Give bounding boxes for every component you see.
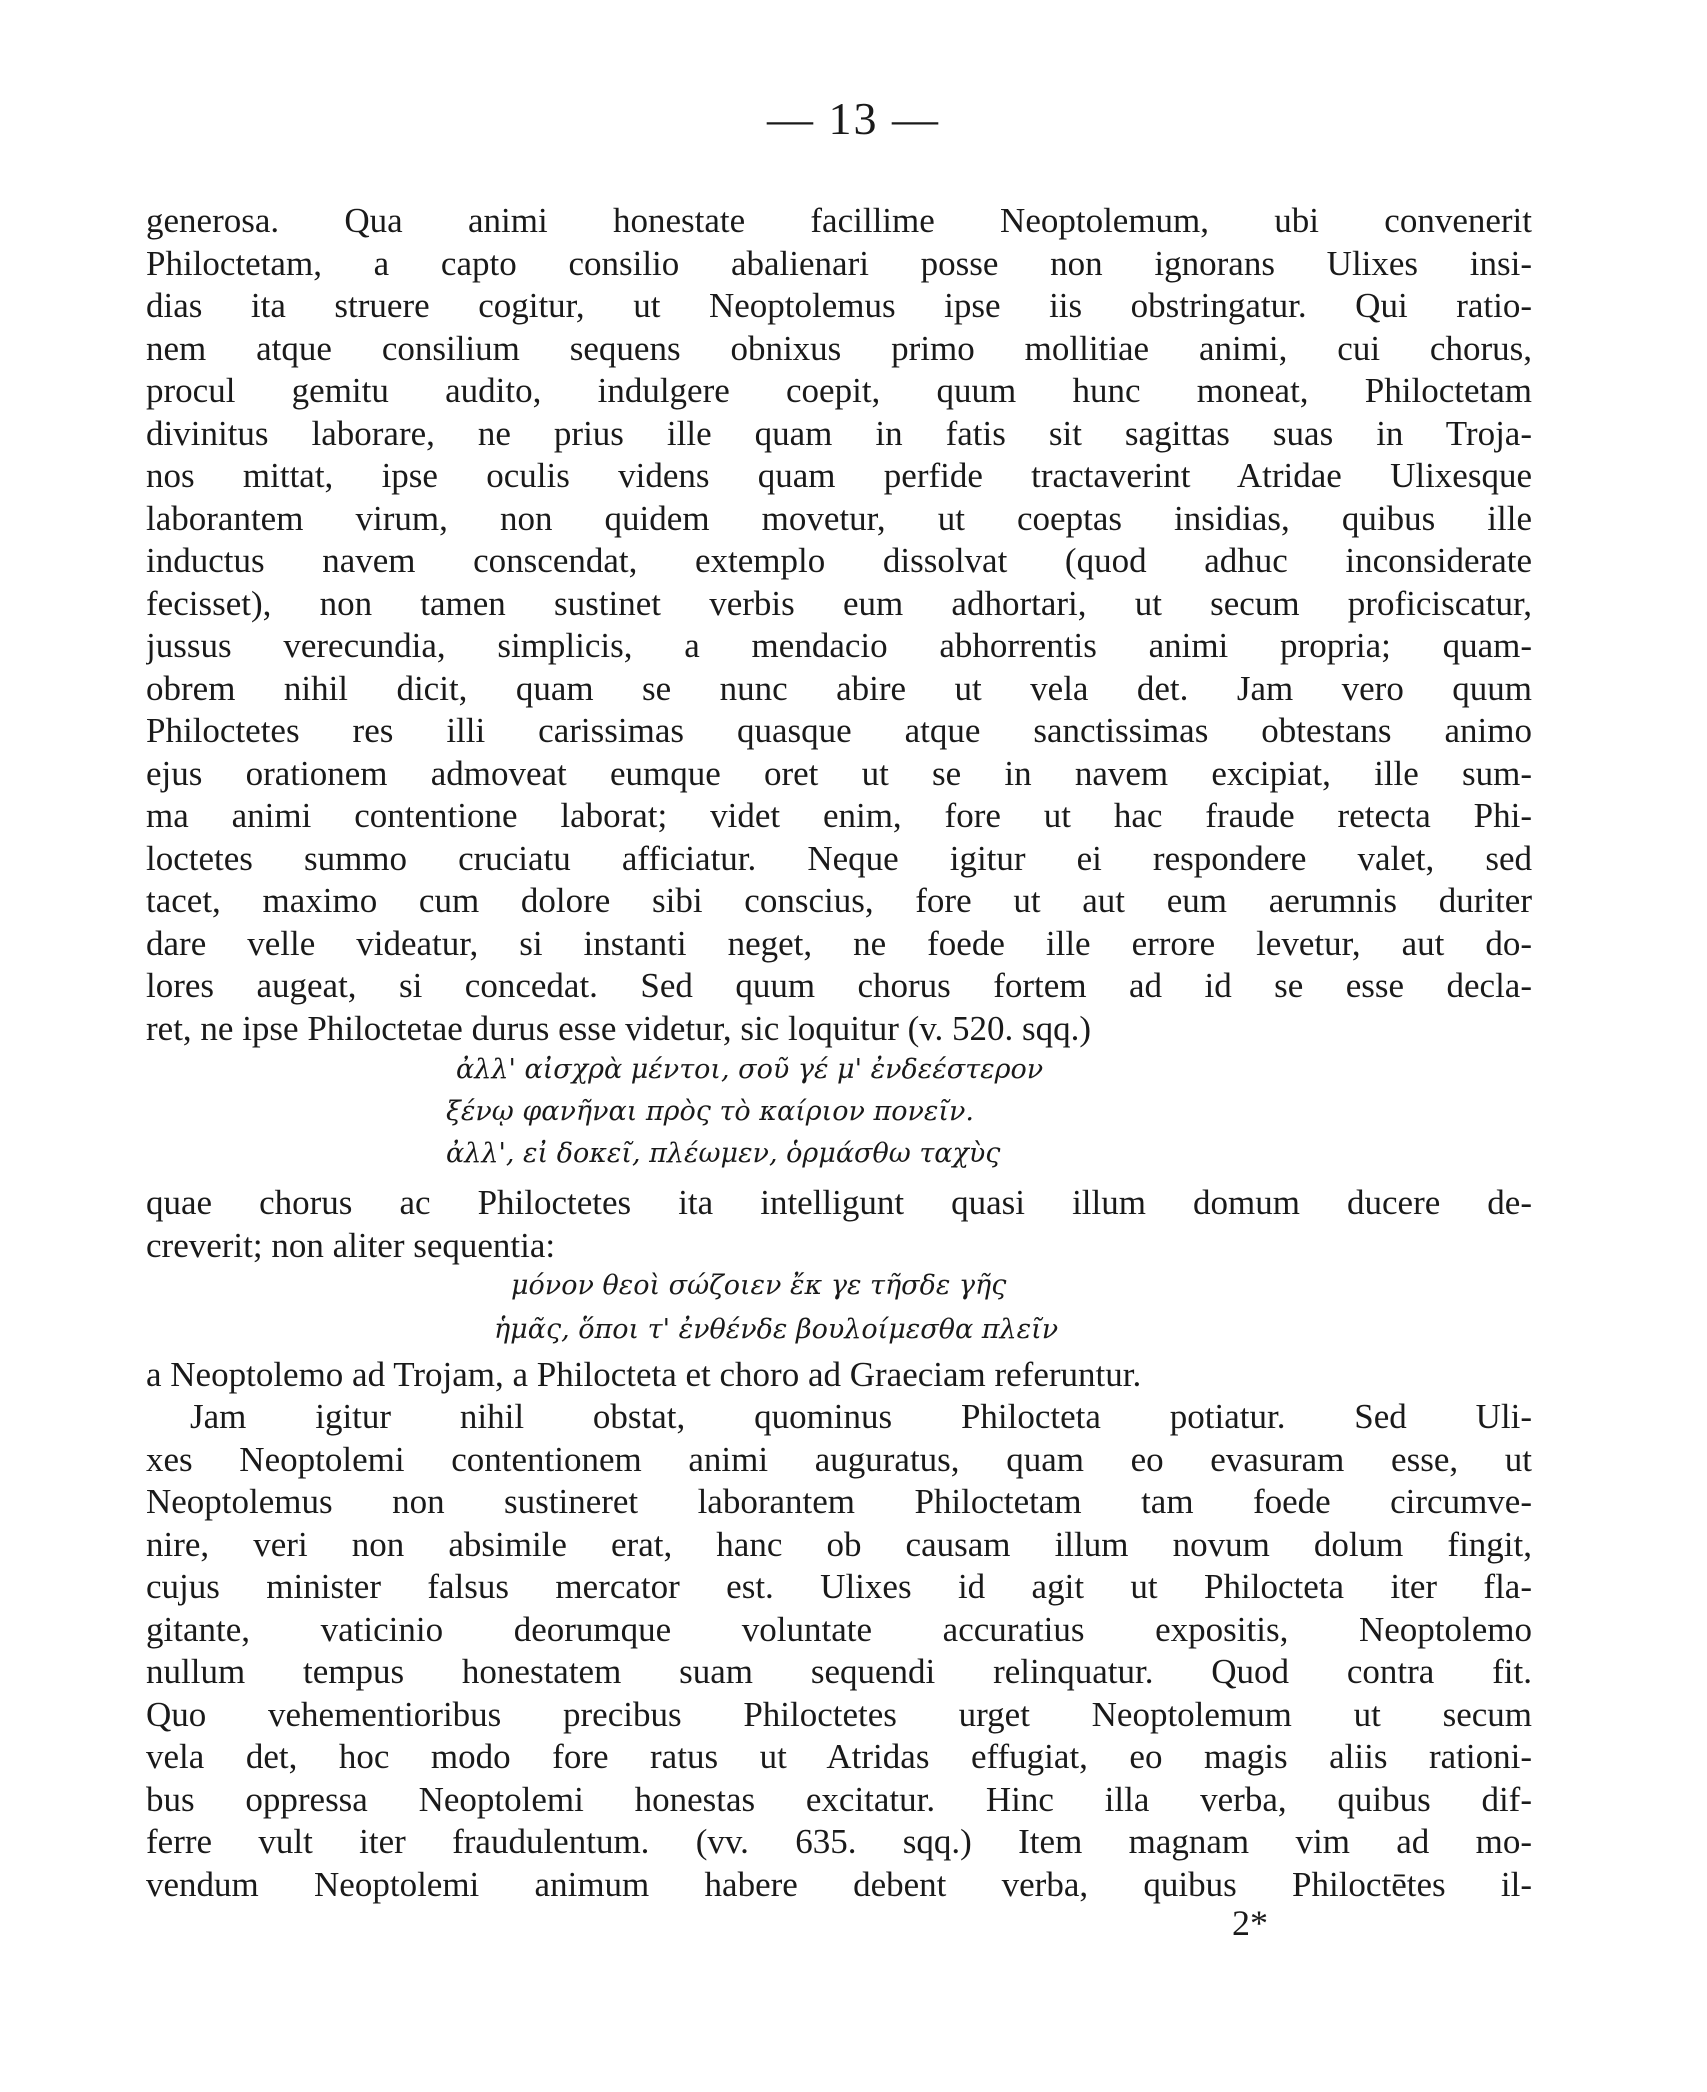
- text-line: nullum tempus honestatem suam sequendi relinquatur. Quod contra fit.: [146, 1652, 1532, 1691]
- greek-verse-line: ἀλλ', εἰ δοκεῖ, πλέωμεν, ὁρμάσθω ταχὺς: [446, 1138, 1001, 1169]
- text-line: tacet, maximo cum dolore sibi conscius, fore ut aut eum aerumnis duriter: [146, 881, 1532, 920]
- text-line: vela det, hoc modo fore ratus ut Atridas effugiat, eo magis aliis rationi-: [146, 1737, 1532, 1776]
- text-line: fecisset), non tamen sustinet verbis eum adhortari, ut secum proficiscatur,: [146, 583, 1532, 623]
- signature-mark: 2*: [1232, 1903, 1268, 1943]
- text-line: laborantem virum, non quidem movetur, ut coeptas insidias, quibus ille: [146, 498, 1532, 538]
- text-line: nos mittat, ipse oculis videns quam perfide tractaverint Atridae Ulixesque: [146, 456, 1532, 495]
- text-line: nem atque consilium sequens obnixus primo mollitiae animi, cui chorus,: [146, 328, 1532, 368]
- greek-verse-line: ἡμᾶς, ὅποι τ' ἐνθένδε βουλοίμεσθα πλεῖν: [494, 1314, 1059, 1345]
- text-line: procul gemitu audito, indulgere coepit, quum hunc moneat, Philoctetam: [146, 371, 1532, 410]
- text-line: nire, veri non absimile erat, hanc ob causam illum novum dolum fingit,: [146, 1524, 1532, 1564]
- text-line: xes Neoptolemi contentionem animi auguratus, quam eo evasuram esse, ut: [146, 1439, 1532, 1479]
- text-line: Philoctetam, a capto consilio abalienari posse non ignorans Ulixes insi-: [146, 243, 1532, 283]
- greek-verse-line: μόνον θεοὶ σώζοιεν ἔκ γε τῆσδε γῆς: [511, 1270, 1007, 1301]
- text-line: generosa. Qua animi honestate facillime Neoptolemum, ubi convenerit: [146, 201, 1532, 240]
- text-line: a Neoptolemo ad Trojam, a Philocteta et choro ad Graeciam referuntur.: [146, 1355, 1142, 1394]
- text-line: Philoctetes res illi carissimas quasque atque sanctissimas obtestans animo: [146, 711, 1532, 750]
- text-line: ret, ne ipse Philoctetae durus esse videtur, sic loquitur (v. 520. sqq.): [146, 1008, 1092, 1048]
- text-line: cujus minister falsus mercator est. Ulixes id agit ut Philocteta iter fla-: [146, 1567, 1532, 1606]
- text-line: gitante, vaticinio deorumque voluntate accuratius expositis, Neoptolemo: [146, 1609, 1532, 1649]
- paragraph-4: [146, 1396, 1532, 1906]
- text-line: inductus navem conscendat, extemplo dissolvat (quod adhuc inconsiderate: [146, 541, 1532, 580]
- text-line: divinitus laborare, ne prius ille quam in fatis sit sagittas suas in Troja-: [146, 413, 1532, 453]
- text-line: dias ita struere cogitur, ut Neoptolemus ipse iis obstringatur. Qui ratio-: [146, 286, 1532, 325]
- text-line: bus oppressa Neoptolemi honestas excitatur. Hinc illa verba, quibus dif-: [146, 1779, 1532, 1819]
- text-line: Quo vehementioribus precibus Philoctetes urget Neoptolemum ut secum: [146, 1694, 1532, 1734]
- text-line: loctetes summo cruciatu afficiatur. Neque igitur ei respondere valet, sed: [146, 838, 1532, 878]
- text-line: ferre vult iter fraudulentum. (vv. 635. sqq.) Item magnam vim ad mo-: [146, 1822, 1532, 1861]
- text-line: ejus orationem admoveat eumque oret ut se in navem excipiat, ille sum-: [146, 753, 1532, 793]
- text-line: jussus verecundia, simplicis, a mendacio abhorrentis animi propria; quam-: [146, 626, 1532, 665]
- text-line: vendum Neoptolemi animum habere debent verba, quibus Philoctētes il-: [146, 1864, 1532, 1904]
- text-line: obrem nihil dicit, quam se nunc abire ut vela det. Jam vero quum: [146, 668, 1532, 708]
- text-line: Jam igitur nihil obstat, quominus Philocteta potiatur. Sed Uli-: [190, 1397, 1532, 1436]
- text-line: dare velle videatur, si instanti neget, ne foede ille errore levetur, aut do-: [146, 923, 1532, 963]
- greek-verse-line: ἀλλ' αἰσχρὰ μέντοι, σοῦ γέ μ' ἐνδεέστερον: [456, 1054, 1044, 1085]
- paragraph-1: [146, 200, 1532, 1050]
- paragraph-2: [146, 1182, 1532, 1267]
- text-line: lores augeat, si concedat. Sed quum chorus fortem ad id se esse decla-: [146, 966, 1532, 1005]
- text-line: ma animi contentione laborat; videt enim, fore ut hac fraude retecta Phi-: [146, 796, 1532, 835]
- text-line: creverit; non aliter sequentia:: [146, 1225, 556, 1265]
- page-number: — 13 —: [767, 93, 940, 144]
- paragraph-3: [146, 1354, 1532, 1397]
- text-line: quae chorus ac Philoctetes ita intelligunt quasi illum domum ducere de-: [146, 1183, 1532, 1222]
- greek-verse-line: ξένῳ φανῆναι πρὸς τὸ καίριον πονεῖν.: [446, 1096, 974, 1127]
- text-line: Neoptolemus non sustineret laborantem Philoctetam tam foede circumve-: [146, 1482, 1532, 1521]
